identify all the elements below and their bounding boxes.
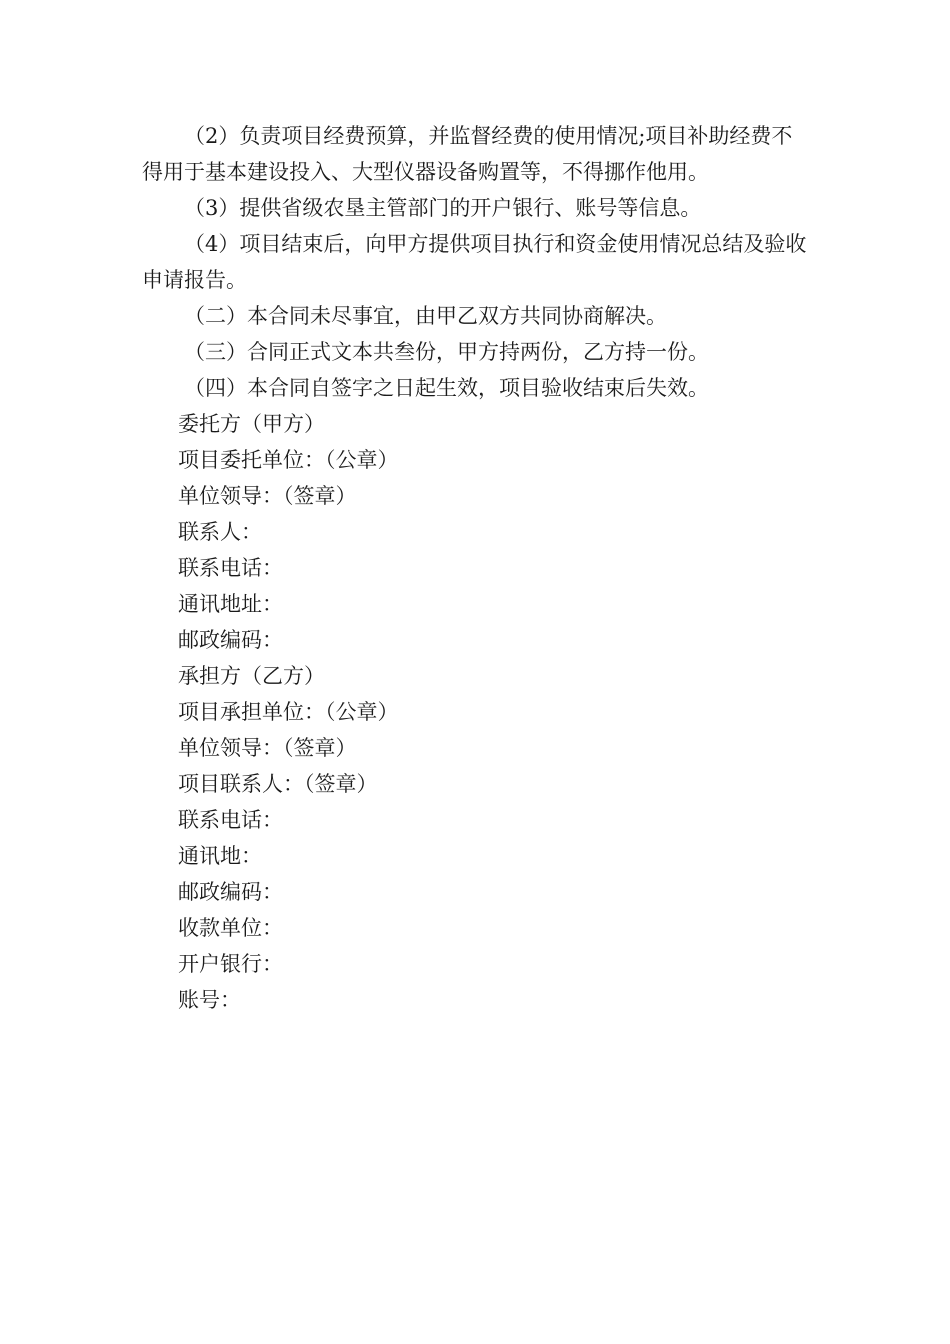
party-b-contact: 项目联系人：（签章） [178,772,378,796]
party-b-unit: 项目承担单位：（公章） [178,700,399,724]
party-a-phone: 联系电话： [178,556,283,580]
party-b-address: 通讯地： [178,844,262,868]
party-b-bank: 开户银行： [178,952,283,976]
party-b-postcode: 邮政编码： [178,880,283,904]
contract-body [142,118,807,1018]
clause-4: （四）本合同自签字之日起生效，项目验收结束后失效。 [184,376,709,400]
party-b-block [142,658,807,1018]
party-a-leader: 单位领导：（签章） [178,484,357,508]
party-a-address: 通讯地址： [178,592,283,616]
party-b-leader: 单位领导：（签章） [178,736,357,760]
clause-item-3: （3）提供省级农垦主管部门的开户银行、账号等信息。 [184,196,702,220]
party-b-payee: 收款单位： [178,916,283,940]
party-a-contact: 联系人： [178,520,262,544]
party-a-block [142,406,807,658]
party-a-postcode: 邮政编码： [178,628,283,652]
clause-item-4: （4）项目结束后，向甲方提供项目执行和资金使用情况总结及验收申请报告。 [142,232,807,292]
clause-2: （二）本合同未尽事宜，由甲乙双方共同协商解决。 [184,304,667,328]
clause-item-2: （2）负责项目经费预算，并监督经费的使用情况;项目补助经费不得用于基本建设投入、大型仪器设备购置等，不得挪作他用。 [142,124,793,184]
party-b-account: 账号： [178,988,241,1012]
party-a-unit: 项目委托单位：（公章） [178,448,399,472]
party-b-heading: 承担方（乙方） [178,664,325,688]
clause-3: （三）合同正式文本共叁份，甲方持两份，乙方持一份。 [184,340,709,364]
party-a-heading: 委托方（甲方） [178,412,325,436]
party-b-phone: 联系电话： [178,808,283,832]
